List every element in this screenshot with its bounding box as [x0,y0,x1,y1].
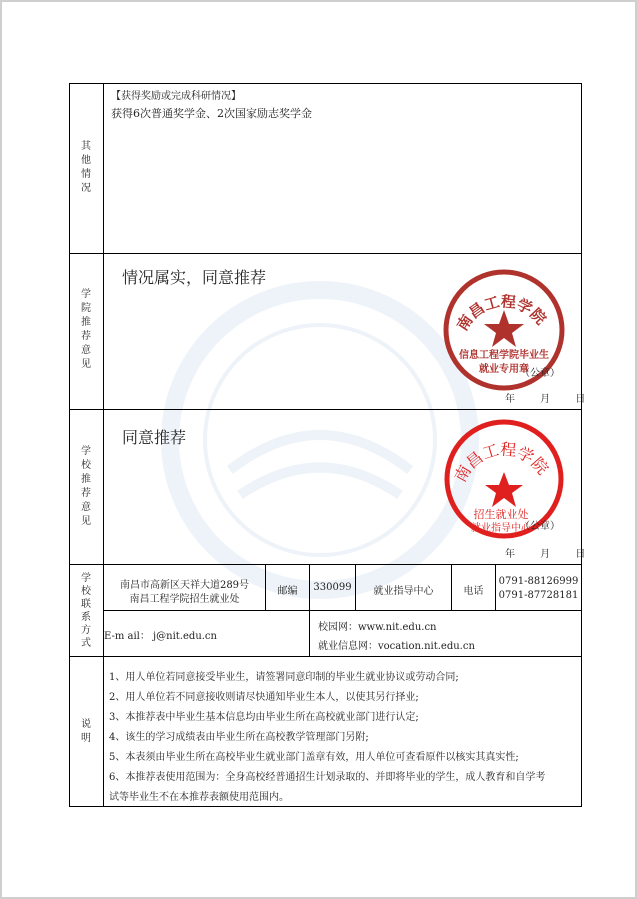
grid-line [495,564,496,610]
svg-text:招生就业处: 招生就业处 [473,508,529,521]
section-label-notes: 说明 [81,719,91,744]
grid-line [69,656,582,657]
phone-1: 0791-88126999 [498,576,579,587]
section-label-college: 学院推荐意见 [81,289,91,370]
note-item: 试等毕业生不在本推荐表额使用范围内。 [109,792,289,803]
grid-line [309,564,310,656]
employment-website: 就业信息网：vocation.nit.edu.cn [318,641,475,652]
note-item: 3、本推荐表中毕业生基本信息均由毕业生所在高校就业部门进行认定; [109,712,419,723]
grid-line [69,564,582,565]
notes-list [109,668,577,808]
school-stamp-suffix: （公章） [520,521,560,532]
note-item: 4、该生的学习成绩表由毕业生所在高校教学管理部门另附; [109,732,369,743]
section-label-contact: 学校联系方式 [81,573,91,649]
awards-content: 获得6次普通奖学金、2次国家励志奖学金 [111,107,312,120]
grid-line [103,83,104,807]
section-label-school: 学校推荐意见 [81,446,91,527]
employment-center: 就业指导中心 [373,586,434,597]
grid-line [103,610,582,611]
grid-line [581,83,582,807]
address-line1: 南昌市高新区天祥大道289号 [119,580,250,591]
college-opinion: 情况属实，同意推荐 [122,268,267,287]
campus-website: 校园网：www.nit.edu.cn [318,622,437,633]
college-stamp-suffix: （公章） [520,368,560,379]
phone-2: 0791-87728181 [498,590,579,601]
grid-line [69,409,582,410]
school-opinion: 同意推荐 [122,428,187,447]
svg-text:南昌工程学院: 南昌工程学院 [453,292,550,334]
note-item: 2、用人单位若不同意接收则请尽快通知毕业生本人，以使其另行择业; [109,692,419,703]
svg-text:就业指导中心: 就业指导中心 [471,523,531,534]
svg-text:信息工程学院毕业生: 信息工程学院毕业生 [459,350,549,361]
college-date: 年 月 日 [505,394,586,405]
grid-line [69,253,582,254]
grid-line [69,83,70,807]
note-item: 6、本推荐表使用范围为：全身高校经普通招生计划录取的、并即将毕业的学生，成人教育和自学考 [109,772,546,783]
phone-label: 电话 [463,586,484,597]
note-item: 1、用人单位若同意接受毕业生，请签署同意印制的毕业生就业协议或劳动合同; [109,672,459,683]
school-emblem-watermark [160,280,480,600]
grid-line [69,83,582,84]
svg-text:就业专用章: 就业专用章 [479,364,529,375]
postcode: 330099 [313,582,352,593]
postcode-label: 邮编 [277,586,298,597]
awards-heading: 【获得奖励或完成科研情况】 [111,91,241,102]
svg-text:南昌工程学院: 南昌工程学院 [450,439,553,486]
section-label-other: 其他情况 [81,141,91,194]
note-item: 5、本表须由毕业生所在高校毕业生就业部门盖章有效，用人单位可查看原件以核实其真实性; [109,752,519,763]
address-line2: 南昌工程学院招生就业处 [129,594,240,605]
email: E-m ail： j@nit.edu.cn [104,631,217,642]
school-date: 年 月 日 [505,549,586,560]
